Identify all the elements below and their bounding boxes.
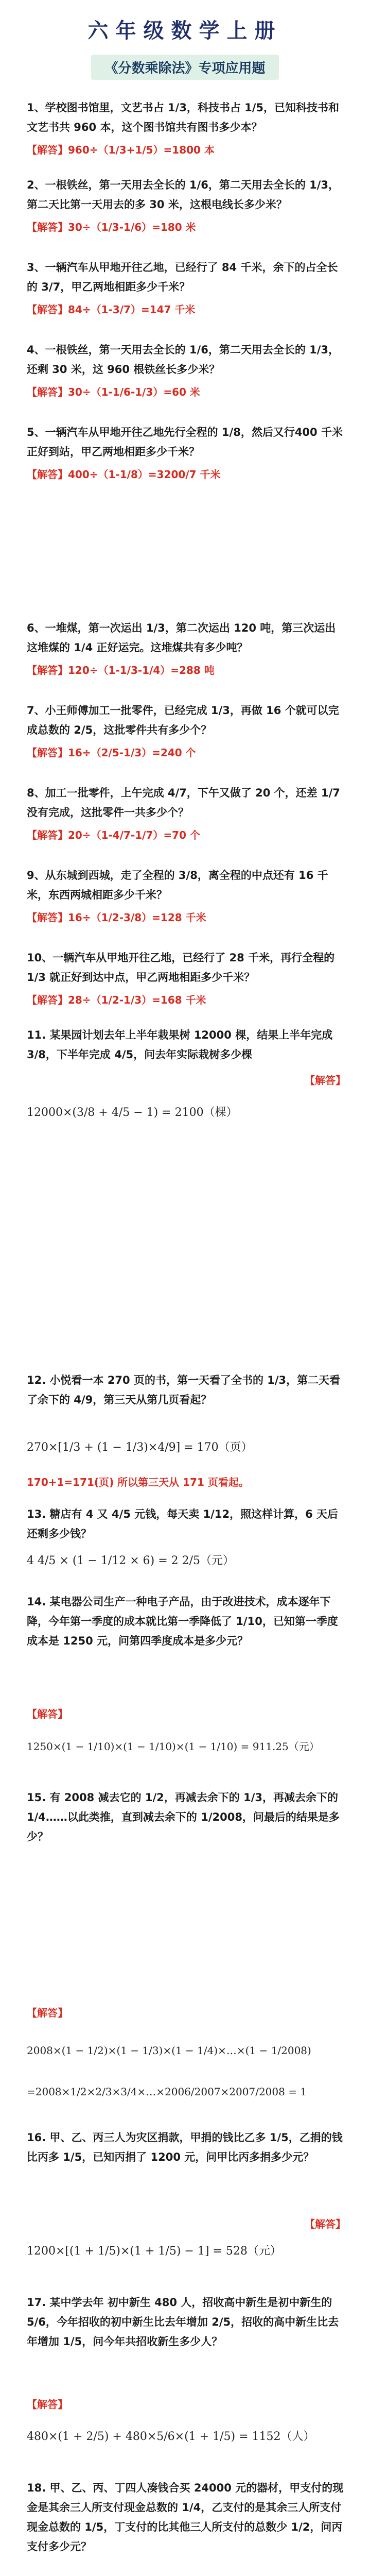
- problem-10: 10、一辆汽车从甲地开往乙地，已经行了 28 千米，再行全程的 1/3 就正好到达中点，甲乙两地相距多少千米？: [27, 952, 335, 984]
- answer-tag-15: 【解答】: [27, 2007, 68, 2019]
- formula-13: 4 4/5 × (1 − 1/12 × 6) = 2 2/5（元）: [27, 1554, 235, 1567]
- subtitle-banner: [0, 55, 370, 80]
- problem-9: 9、从东城到西城，走了全程的 3/8，离全程的中点还有 16 千米，东西两城相距多少千米？: [27, 869, 328, 901]
- answer-12: 170+1=171(页) 所以第三天从 171 页看起。: [27, 1476, 249, 1488]
- problem-1: 1、学校图书馆里，文艺书占 1/3，科技书占 1/5，已知科技书和文艺书共 960 本，这个图书馆共有图书多少本？: [27, 101, 340, 133]
- problem-4: 4、一根铁丝，第一天用去全长的 1/6，第二天用去全长的 1/3，还剩 30 米，这 960 根铁丝长多少米？: [27, 344, 340, 376]
- problem-6: 6、一堆煤，第一次运出 1/3，第二次运出 120 吨，第三次运出这堆煤的 1/4 正好运完。这堆煤共有多少吨？: [27, 622, 336, 654]
- page-title: 六年级数学上册: [87, 19, 283, 43]
- answer-tag-17: 【解答】: [27, 2398, 68, 2411]
- problem-16: 16. 甲、乙、丙三人为灾区捐款，甲捐的钱比乙多 1/5，乙捐的钱比丙多 1/5，已知丙捐了 1200 元，问甲比丙多捐多少元？: [27, 2131, 343, 2163]
- problem-8: 8、加工一批零件，上午完成 4/7，下午又做了 20 个，还差 1/7 没有完成，这批零件一共多少个？: [27, 787, 340, 819]
- answer-5: 【解答】400÷（1-1/8）=3200/7 千米: [27, 468, 221, 481]
- problem-3: 3、一辆汽车从甲地开往乙地，已经行了 84 千米，余下的占全长的 3/7，甲乙两地相距多少千米？: [27, 261, 338, 293]
- formula-15-line1: 2008×(1 − 1/2)×(1 − 1/3)×(1 − 1/4)×…×(1 − 1/2008): [27, 2044, 311, 2057]
- answer-tag-16: 【解答】: [305, 2218, 346, 2230]
- problem-11: 11. 某果园计划去年上半年栽果树 12000 棵，结果上半年完成 3/8，下半年完成 4/5，问去年实际栽树多少棵: [27, 1029, 333, 1061]
- answer-tag-11: 【解答】: [305, 1074, 346, 1087]
- answer-3: 【解答】84÷（1-3/7）=147 千米: [27, 303, 196, 316]
- problem-17: 17. 某中学去年 初中新生 480 人，招收高中新生是初中新生的 5/6，今年招收的初中新生比去年增加 2/5，招收的高中新生比去年增加 1/5，问今年共招收新生多少人？: [27, 2296, 339, 2348]
- problem-14: 14. 某电器公司生产一种电子产品，由于改进技术，成本逐年下降，今年第一季度的成本就比第一季降低了 1/10，已知第一季度成本是 1250 元，问第四季度成本是多少元？: [27, 1596, 338, 1647]
- problem-15: 15. 有 2008 减去它的 1/2，再减去余下的 1/3，再减去余下的 1/4……以此类推，直到减去余下的 1/2008，问最后的结果是多少？: [27, 1791, 340, 1843]
- answer-7: 【解答】16÷（2/5-1/3）=240 个: [27, 747, 196, 759]
- page-subtitle: 《分数乘除法》专项应用题: [91, 55, 278, 80]
- problem-5: 5、一辆汽车从甲地开往乙地先行全程的 1/8，然后又行400 千米正好到站，甲乙两地相距多少千米？: [27, 426, 343, 458]
- formula-11: 12000×(3/8 + 4/5 − 1) = 2100（棵）: [27, 1106, 238, 1119]
- answer-10: 【解答】28÷（1/2-1/3）=168 千米: [27, 994, 206, 1006]
- answer-2: 【解答】30÷（1/3-1/6）=180 米: [27, 221, 196, 233]
- problem-18: 18. 甲、乙、丙、丁四人凑钱合买 24000 元的器材，甲支付的现金是其余三人所支付现金总数的 1/4，乙支付的是其余三人所支付现金总数的 1/5，丁支付的比其他三人所支付的总数少 1/2，问丙支付多少元？: [27, 2482, 344, 2553]
- formula-14: 1250×(1 − 1/10)×(1 − 1/10)×(1 − 1/10) = 911.25（元）: [27, 1740, 320, 1753]
- formula-12: 270×[1/3 + (1 − 1/3)×4/9] = 170（页）: [27, 1441, 253, 1454]
- answer-tag-14: 【解答】: [27, 1708, 68, 1720]
- problem-12: 12. 小悦看一本 270 页的书，第一天看了全书的 1/3，第二天看了余下的 4/9，第三天从第几页看起？: [27, 1374, 341, 1406]
- answer-8: 【解答】20÷（1-4/7-1/7）=70 个: [27, 829, 200, 841]
- problem-13: 13. 糖店有 4 又 4/5 元钱，每天卖 1/12，照这样计算，6 天后还剩多少钱？: [27, 1508, 338, 1540]
- formula-15-line2: =2008×1/2×2/3×3/4×…×2006/2007×2007/2008 = 1: [27, 2086, 307, 2098]
- problem-7: 7、小王师傅加工一批零件，已经完成 1/3，再做 16 个就可以完成总数的 2/5，这批零件共有多少个？: [27, 704, 339, 736]
- answer-6: 【解答】120÷（1-1/3-1/4）=288 吨: [27, 664, 215, 676]
- answer-1: 【解答】960÷（1/3+1/5）=1800 本: [27, 144, 215, 156]
- formula-17: 480×(1 + 2/5) + 480×5/6×(1 + 1/5) = 1152（人）: [27, 2430, 315, 2443]
- answer-4: 【解答】30÷（1-1/6-1/3）=60 米: [27, 386, 200, 398]
- formula-16: 1200×[(1 + 1/5)×(1 + 1/5) − 1] = 528（元）: [27, 2245, 281, 2258]
- answer-9: 【解答】16÷（1/2-3/8）=128 千米: [27, 911, 206, 924]
- problem-2: 2、一根铁丝，第一天用去全长的 1/6，第二天用去全长的 1/3，第二天比第一天用去的多 30 米，这根电线长多少米？: [27, 179, 340, 211]
